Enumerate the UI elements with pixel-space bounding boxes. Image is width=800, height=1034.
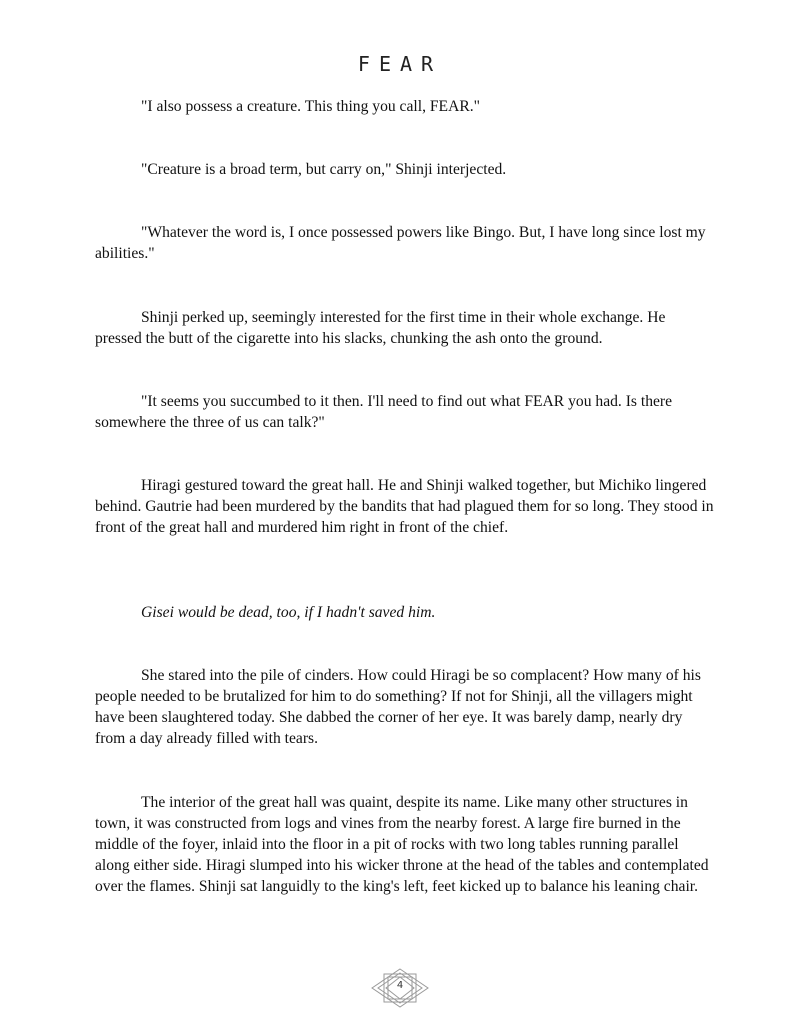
paragraph-italic: Gisei would be dead, too, if I hadn't saved him. [141, 604, 436, 621]
paragraph: "It seems you succumbed to it then. I'll need to find out what FEAR you had. Is there somewhere the three of us can talk?" [95, 393, 673, 431]
page-title: FEAR [357, 52, 443, 76]
paragraph: Hiragi gestured toward the great hall. He and Shinji walked together, but Michiko lingered behind. Gautrie had been murdered by the bandits that had plagued them for so long. They stood in front of the great hall and murdered him right in front of the chief. [95, 477, 714, 536]
paragraph: "I also possess a creature. This thing you call, FEAR." [141, 98, 480, 115]
paragraph: The interior of the great hall was quaint, despite its name. Like many other structures in town, it was constructed from logs and vines from the nearby forest. A large fire burned in the middle of the foyer, inlaid into the floor in a pit of rocks with two long tables running parallel along either side. Hiragi slumped into his wicker throne at the head of the tables and contemplated over the flames. Shinji sat languidly to the king's left, feet kicked up to balance his leaning chair. [95, 794, 709, 895]
paragraph: "Whatever the word is, I once possessed powers like Bingo. But, I have long since lost my abilities." [95, 224, 706, 262]
page-number-badge [370, 967, 430, 1009]
paragraph: She stared into the pile of cinders. How could Hiragi be so complacent? How many of his people needed to be brutalized for him to do something? If not for Shinji, all the villagers might have been slaughtered today. She dabbed the corner of her eye. It was barely damp, nearly dry from a day already filled with tears. [95, 667, 701, 747]
page-number: 4 [396, 980, 404, 991]
paragraph: "Creature is a broad term, but carry on," Shinji interjected. [141, 161, 507, 178]
paragraph: Shinji perked up, seemingly interested for the first time in their whole exchange. He pressed the butt of the cigarette into his slacks, chunking the ash onto the ground. [95, 309, 666, 347]
